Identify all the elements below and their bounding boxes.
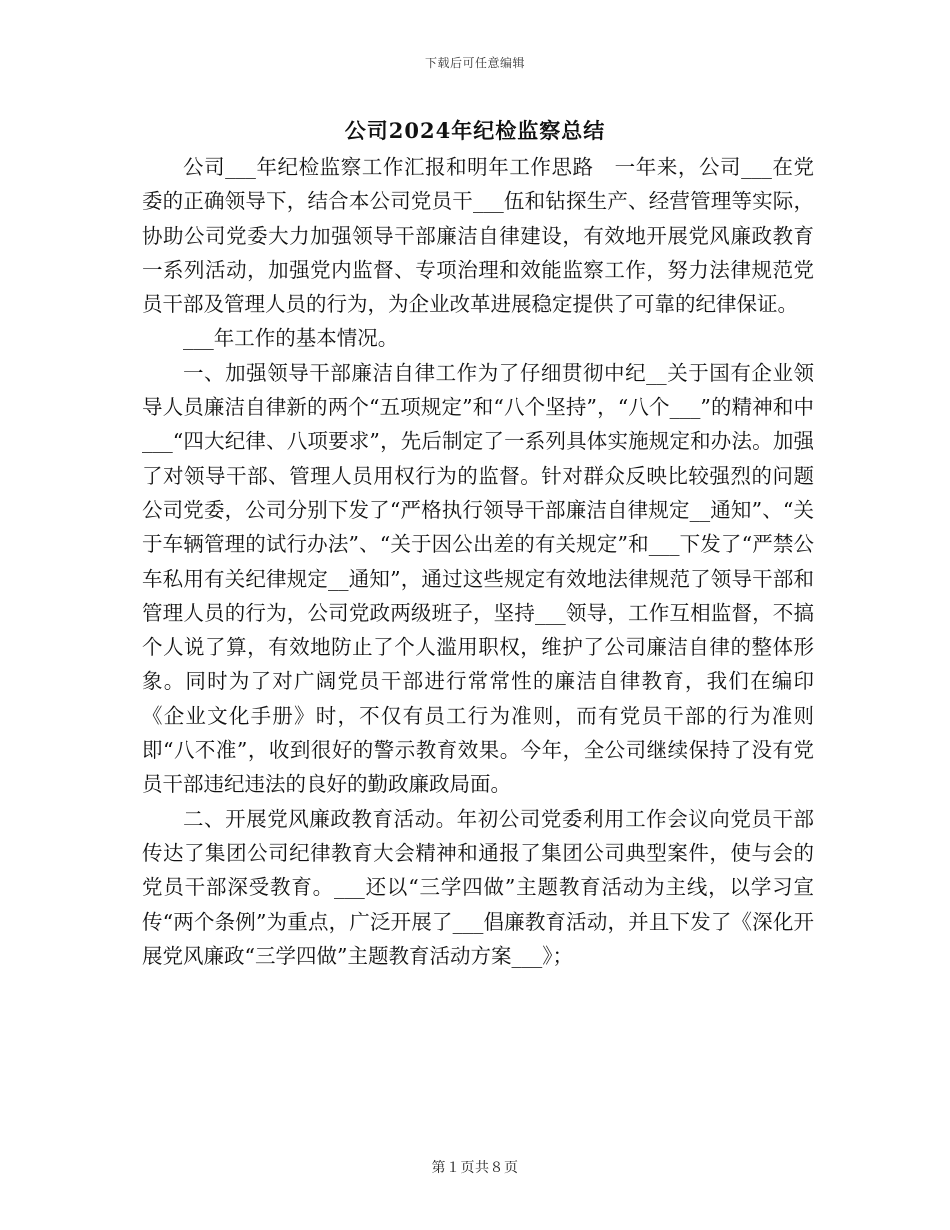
header-note: 下载后可任意编辑 [424, 56, 525, 70]
page-number: 第１页共８页 [431, 1160, 519, 1176]
paragraph-section-one: 一、加强领导干部廉洁自律工作为了仔细贯彻中纪__关于国有企业领导人员廉洁自律新的两个“五项规定”和“八个坚持”，“八个___”的精神和中___“四大纪律、八项要求”，先后制定了一系列具体实施规定和办法。加强了对领导干部、管理人员用权行为的监督。针对群众反映比较强烈的问题公司党委，公司分别下发了“严格执行领导干部廉洁自律规定__通知”、“关于车辆管理的试行办法”、“关于因公出差的有关规定”和___下发了“严禁公车私用有关纪律规定__通知”，通过这些规定有效地法律规范了领导干部和管理人员的行为，公司党政两级班子，坚持___领导，工作互相监督，不搞个人说了算，有效地防止了个人滥用职权，维护了公司廉洁自律的整体形象。同时为了对广阔党员干部进行常常性的廉洁自律教育，我们在编印《企业文化手册》时，不仅有员工行为准则，而有党员干部的行为准则即“八不准”，收到很好的警示教育效果。今年，全公司继续保持了没有党员干部违纪违法的良好的勤政廉政局面。 [142, 360, 814, 797]
document-title: 公司2024年纪检监察总结 [344, 118, 606, 143]
document-body [142, 150, 814, 973]
paragraph-intro: 公司___年纪检监察工作汇报和明年工作思路 一年来，公司___在党委的正确领导下，结合本公司党员干___伍和钻探生产、经营管理等实际，协助公司党委大力加强领导干部廉洁自律建设，有效地开展党风廉政教育一系列活动，加强党内监督、专项治理和效能监察工作，努力法律规范党员干部及管理人员的行为，为企业改革进展稳定提供了可靠的纪律保证。 [142, 155, 814, 317]
paragraph-section-two: 二、开展党风廉政教育活动。年初公司党委利用工作会议向党员干部传达了集团公司纪律教育大会精神和通报了集团公司典型案件，使与会的党员干部深受教育。___还以“三学四做”主题教育活动为主线，以学习宣传“两个条例”为重点，广泛开展了___倡廉教育活动，并且下发了《深化开展党风廉政“三学四做”主题教育活动方案___》； [142, 806, 814, 968]
paragraph-basic-situation: ___年工作的基本情况。 [183, 326, 399, 351]
